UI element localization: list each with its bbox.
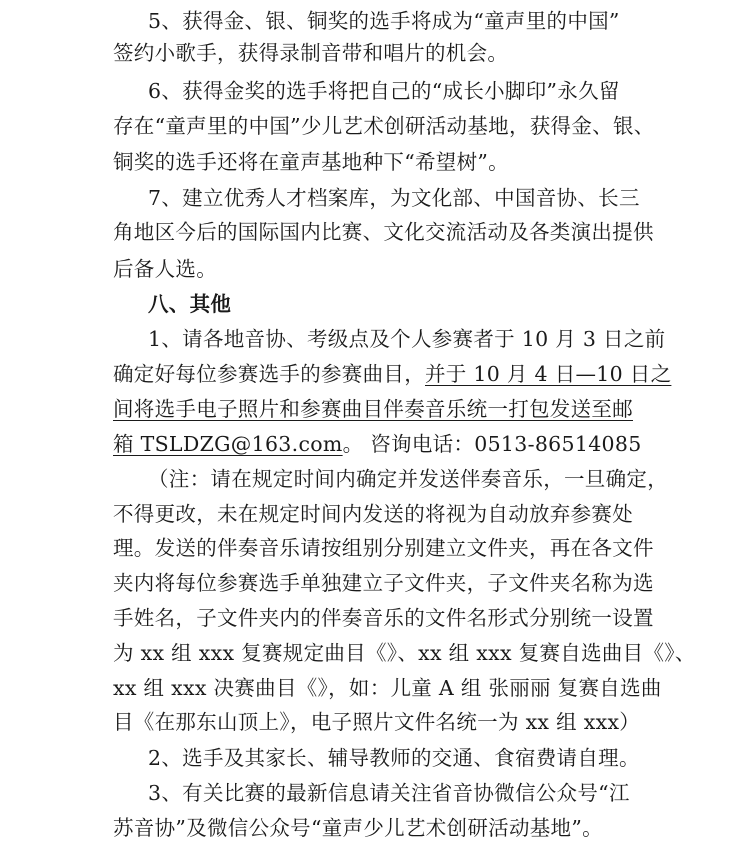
- email-link[interactable]: 箱 TSLDZG@163.com: [113, 432, 343, 456]
- item7-line2: 角地区今后的国际国内比赛、文化交流活动及各类演出提供: [113, 220, 654, 244]
- p1-line2: [113, 361, 671, 387]
- note-line1: （注：请在规定时间内确定并发送伴奏音乐，一旦确定，: [148, 467, 668, 491]
- p1-line1: 1、请各地音协、考级点及个人参赛者于 10 月 3 日之前: [148, 327, 666, 351]
- p1-line4-plain: 。 咨询电话：0513-86514085: [342, 432, 642, 456]
- p1-line2-underlined: 并于 10 月 4 日—10 日之: [425, 362, 672, 386]
- p2-line1: 2、选手及其家长、辅导教师的交通、食宿费请自理。: [148, 746, 640, 770]
- item5-line1: 5、获得金、银、铜奖的选手将成为“童声里的中国”: [148, 9, 620, 33]
- item6-line3: 铜奖的选手还将在童声基地种下“希望树”。: [113, 150, 509, 174]
- note-line3: 理。发送的伴奏音乐请按组别分别建立文件夹，再在各文件: [113, 536, 654, 560]
- item6-line2: 存在“童声里的中国”少儿艺术创研活动基地，获得金、银、: [113, 114, 655, 138]
- item6-line1: 6、获得金奖的选手将把自己的“成长小脚印”永久留: [148, 79, 620, 103]
- item7-line3: 后备人选。: [113, 257, 217, 281]
- note-line5: 手姓名，子文件夹内的伴奏音乐的文件名形式分别统一设置: [113, 606, 654, 630]
- p3-line2: 苏音协”及微信公众号“童声少儿艺术创研活动基地”。: [113, 816, 603, 840]
- item7-line1: 7、建立优秀人才档案库，为文化部、中国音协、长三: [148, 186, 640, 210]
- p3-line1: 3、有关比赛的最新信息请关注省音协微信公众号“江: [148, 781, 630, 805]
- note-line4: 夹内将每位参赛选手单独建立子文件夹，子文件夹名称为选: [113, 571, 654, 595]
- p1-line2-plain: 确定好每位参赛选手的参赛曲目，: [113, 362, 425, 386]
- note-line2: 不得更改，未在规定时间内发送的将视为自动放弃参赛处: [113, 502, 633, 526]
- note-line7: xx 组 xxx 决赛曲目《》，如：儿童 A 组 张丽丽 复赛自选曲: [113, 676, 662, 700]
- section8-heading: 八、其他: [148, 292, 232, 316]
- p1-line4: [113, 431, 642, 457]
- item5-line2: 签约小歌手，获得录制音带和唱片的机会。: [113, 41, 509, 65]
- p1-line3: 间将选手电子照片和参赛曲目伴奏音乐统一打包发送至邮: [113, 397, 633, 421]
- note-line8: 目《在那东山顶上》，电子照片文件名统一为 xx 组 xxx）: [113, 710, 641, 734]
- note-line6: 为 xx 组 xxx 复赛规定曲目《》、xx 组 xxx 复赛自选曲目《》、: [113, 641, 696, 665]
